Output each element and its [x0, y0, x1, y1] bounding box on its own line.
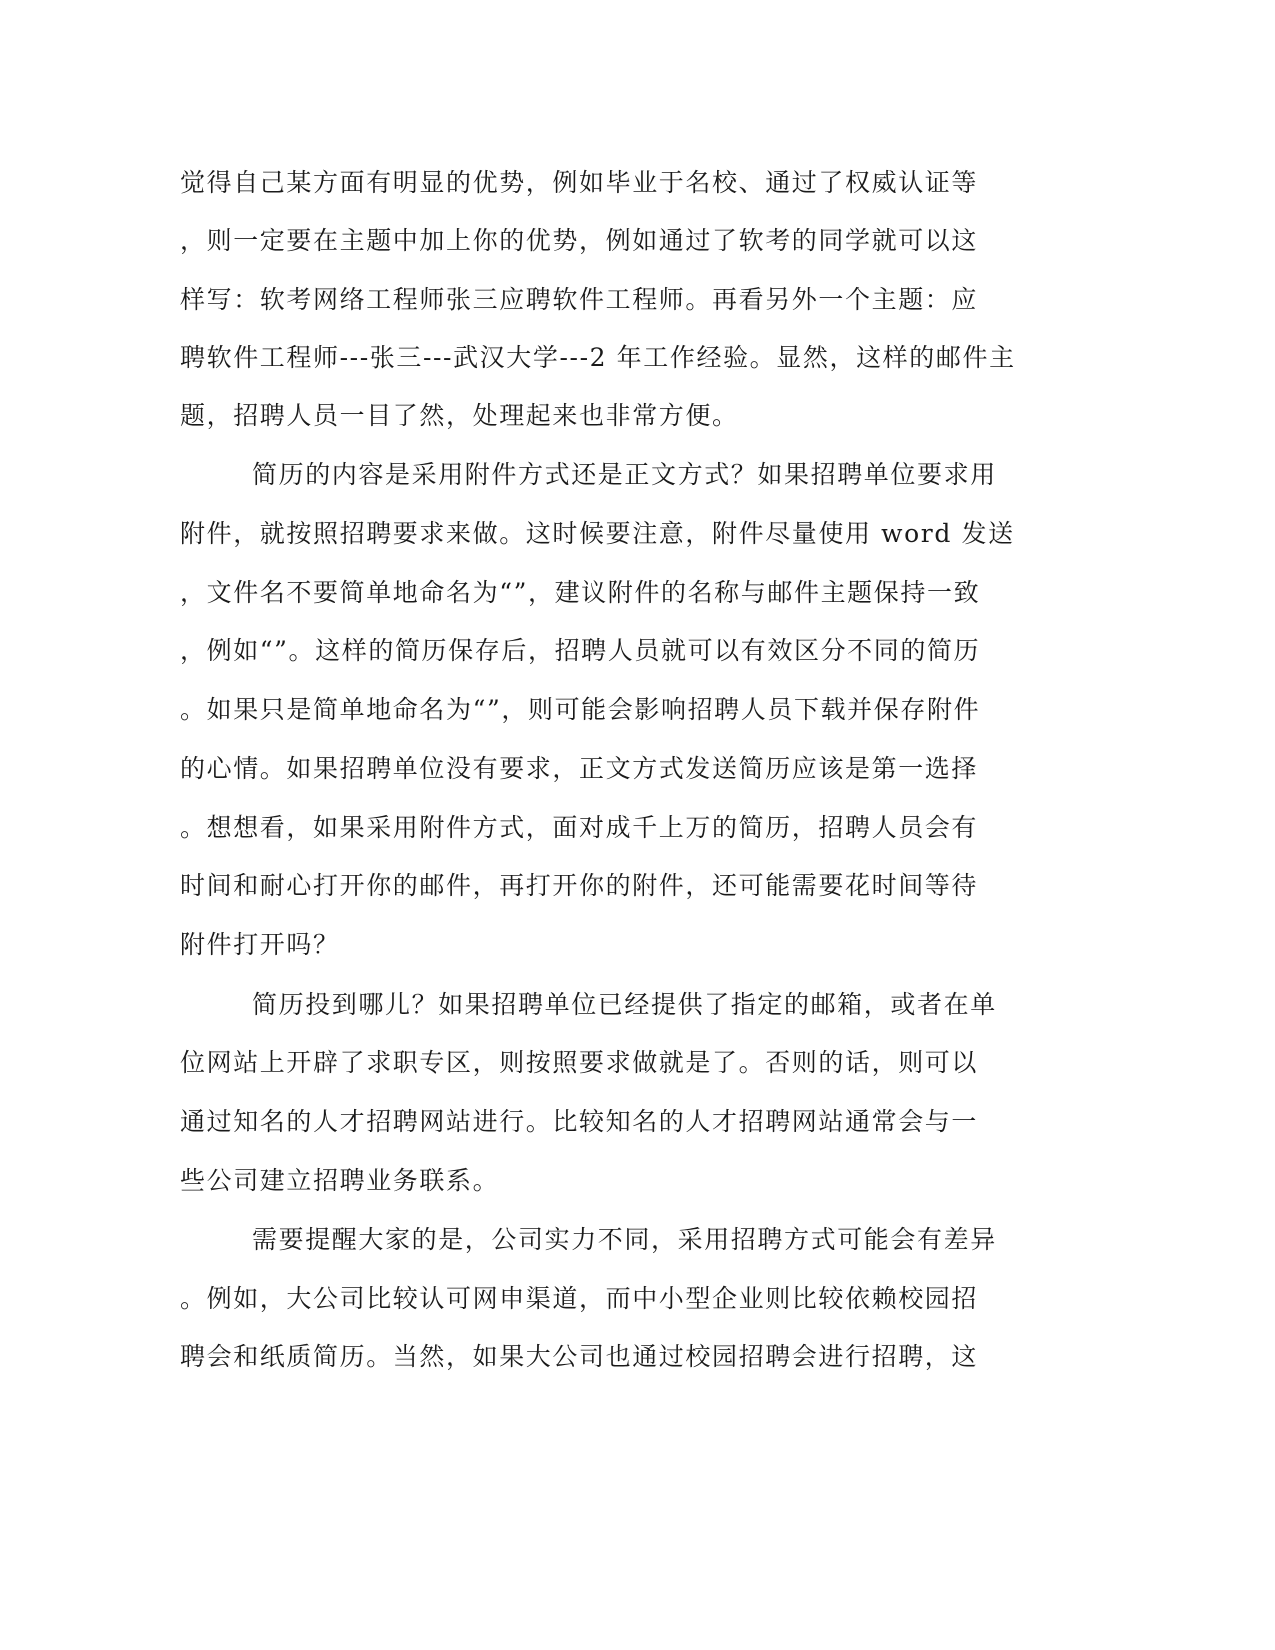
body-text-line: 附件，就按照招聘要求来做。这时候要注意，附件尽量使用 word 发送: [180, 519, 1015, 548]
body-text-line: 。如果只是简单地命名为“”，则可能会影响招聘人员下载并保存附件: [180, 695, 981, 724]
paragraph-first-line: 需要提醒大家的是，公司实力不同，采用招聘方式可能会有差异: [252, 1225, 997, 1254]
body-text-line: 。例如，大公司比较认可网申渠道，而中小型企业则比较依赖校园招: [180, 1284, 979, 1313]
body-text-line: 样写：软考网络工程师张三应聘软件工程师。再看另外一个主题：应: [180, 285, 979, 314]
body-text-line: 聘会和纸质简历。当然，如果大公司也通过校园招聘会进行招聘，这: [180, 1342, 979, 1371]
paragraph-first-line: 简历投到哪儿？如果招聘单位已经提供了指定的邮箱，或者在单: [252, 990, 997, 1019]
body-text-line: 位网站上开辟了求职专区，则按照要求做就是了。否则的话，则可以: [180, 1048, 979, 1077]
body-text-line: 附件打开吗？: [180, 930, 340, 959]
body-text-line: ，文件名不要简单地命名为“”，建议附件的名称与邮件主题保持一致: [180, 578, 981, 607]
body-text-line: 通过知名的人才招聘网站进行。比较知名的人才招聘网站通常会与一: [180, 1107, 979, 1136]
body-text-line: 的心情。如果招聘单位没有要求，正文方式发送简历应该是第一选择: [180, 754, 979, 783]
body-text-line: 些公司建立招聘业务联系。: [180, 1166, 500, 1195]
body-text-line: 觉得自己某方面有明显的优势，例如毕业于名校、通过了权威认证等: [180, 168, 979, 197]
body-text-line: 时间和耐心打开你的邮件，再打开你的附件，还可能需要花时间等待: [180, 871, 979, 900]
body-text-line: 题，招聘人员一目了然，处理起来也非常方便。: [180, 401, 739, 430]
paragraph-first-line: 简历的内容是采用附件方式还是正文方式？如果招聘单位要求用: [252, 460, 997, 489]
body-text-line: ，例如“”。这样的简历保存后，招聘人员就可以有效区分不同的简历: [180, 636, 981, 665]
body-text-line: 聘软件工程师---张三---武汉大学---2 年工作经验。显然，这样的邮件主: [180, 343, 1016, 372]
body-text-line: 。想想看，如果采用附件方式，面对成千上万的简历，招聘人员会有: [180, 813, 979, 842]
body-text-line: ，则一定要在主题中加上你的优势，例如通过了软考的同学就可以这: [180, 226, 979, 255]
